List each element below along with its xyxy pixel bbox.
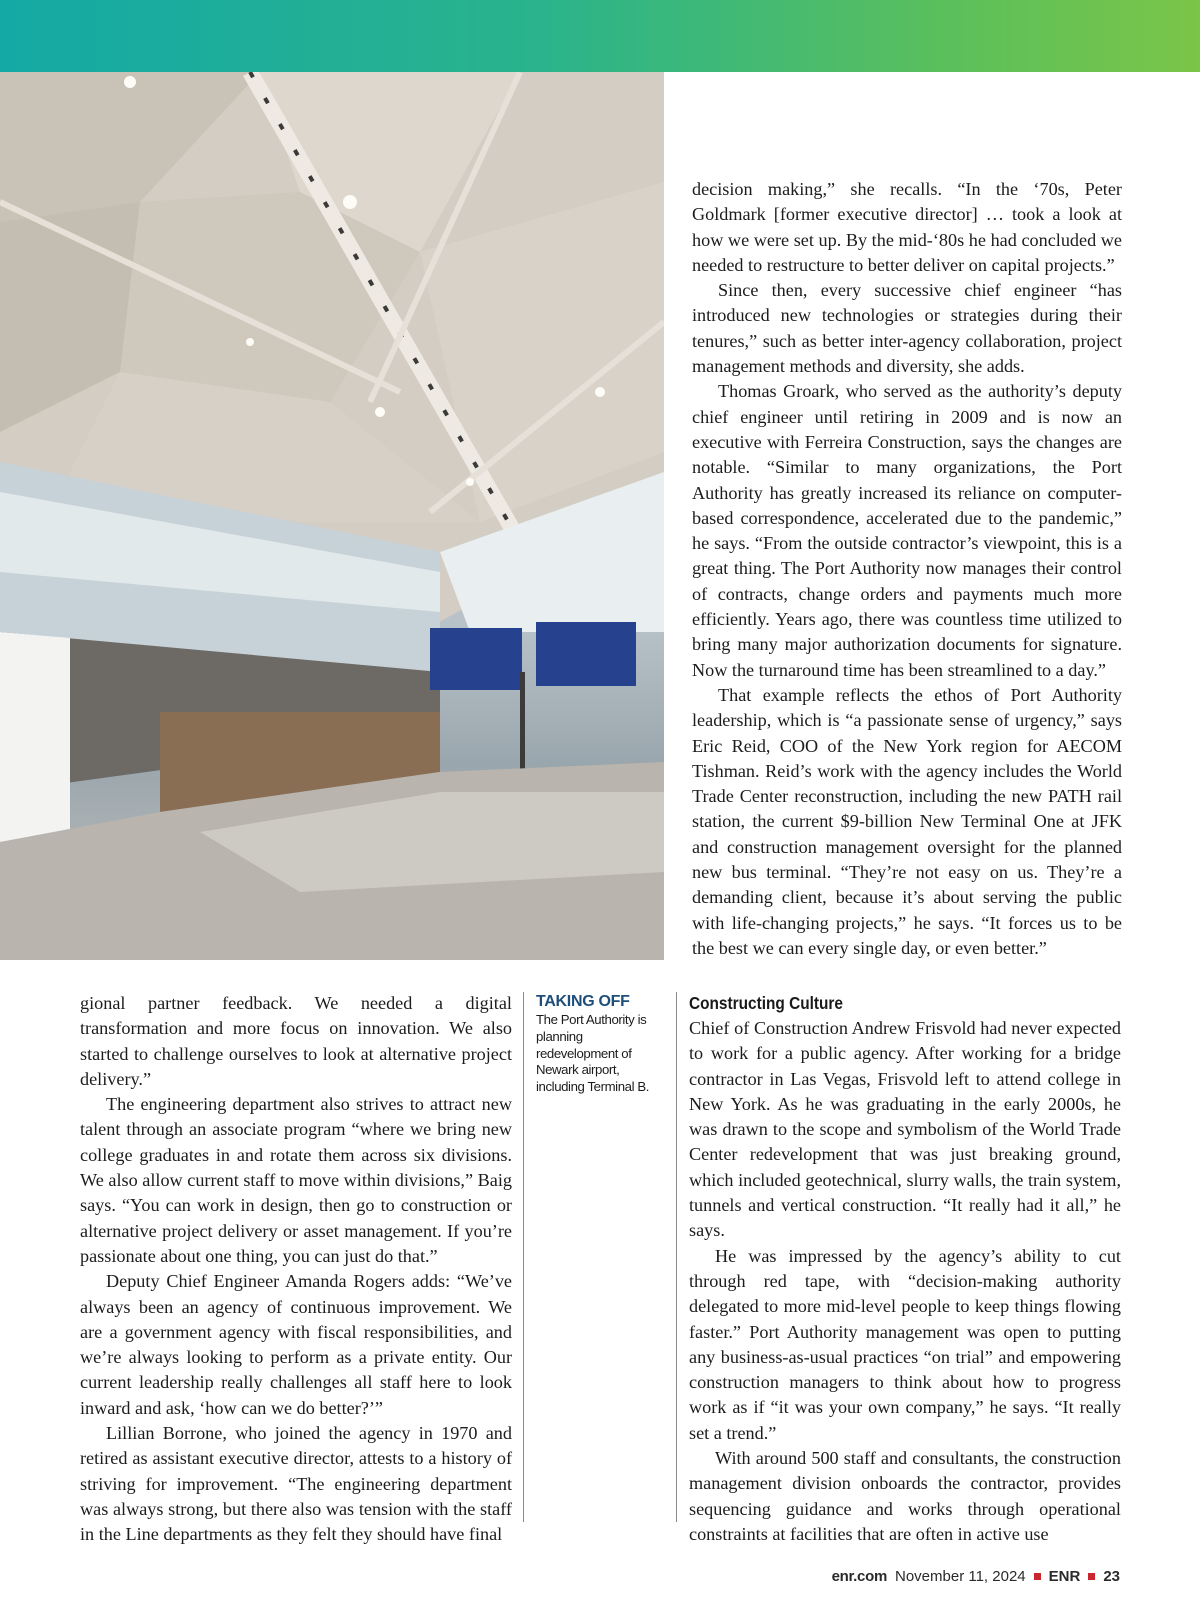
- caption-headline: TAKING OFF: [536, 993, 630, 1010]
- header-color-bar: [0, 0, 1200, 72]
- caption-body: The Port Authority is planning redevelopment of Newark airport, including Terminal B.: [536, 1012, 650, 1095]
- paragraph: Deputy Chief Engineer Amanda Rogers adds: “We’ve always been an agency of continuous improvement. We are a government agency with fiscal responsibilities, and we’re always looking to perform as a private entity. Our current leadership really challenges all staff here to look inward and ask, ‘how can we do better?’”: [80, 1271, 512, 1418]
- departures-screen-left: [430, 628, 522, 690]
- paragraph: The engineering department also strives to attract new talent through an associate program “where we bring new college graduates in and rotate them across six divisions. We also allow current staff to move within divisions,” Baig says. “You can work in design, then go to construction or alternative project delivery or asset management. If you’re passionate about one thing, you can just do that.”: [80, 1094, 512, 1266]
- article-column-right-top: [692, 177, 1122, 961]
- paragraph: Since then, every successive chief engineer “has introduced new technologies or strategies during their tenures,” such as better inter-agency collaboration, project management methods and diversity, she adds.: [692, 280, 1122, 377]
- section-subhead: Constructing Culture: [689, 993, 843, 1013]
- footer-date: November 11, 2024: [895, 1567, 1026, 1585]
- paragraph: That example reflects the ethos of Port Authority leadership, which is “a passionate sense of urgency,” says Eric Reid, COO of the New York region for AECOM Tishman. Reid’s work with the agency includes the World Trade Center reconstruction, including the new PATH rail station, the current $9-billion New Terminal One at JFK and construction management oversight for the planned new bus terminal. “They’re not easy on us. They’re a demanding client, because it’s about serving the public with life-changing projects,” he says. “It forces us to be the best we can every single day, or even better.”: [692, 684, 1122, 958]
- paragraph: He was impressed by the agency’s ability to cut through red tape, with “decision-making authority delegated to more mid-level people to keep things flowing faster.” Port Authority management was open to putting any business-as-usual practices “on trial” and empowering construction managers to think about how to progress work as if “it was your own company,” he says. “It really set a trend.”: [689, 1245, 1121, 1443]
- page-number: 23: [1103, 1567, 1120, 1585]
- page-footer: [832, 1565, 1120, 1587]
- paragraph: Chief of Construction Andrew Frisvold had never expected to work for a public agency. After working for a bridge contractor in Las Vegas, Frisvold left to attend college in New York. As he was graduating in the early 2000s, he was drawn to the scope and symbolism of the World Trade Center redevelopment that was just breaking ground, which included geotechnical, slurry walls, the train system, tunnels and vertical construction. “It really had it all,” he says.: [689, 1018, 1121, 1241]
- departures-screen-right: [536, 622, 636, 686]
- terminal-illustration: [0, 72, 664, 960]
- photo-caption: [536, 992, 662, 1096]
- footer-separator-icon: [1088, 1573, 1095, 1580]
- terminal-photo: [0, 72, 664, 960]
- article-column-right-bottom: [689, 991, 1121, 1547]
- paragraph: With around 500 staff and consultants, the construction management division onboards the contractor, provides sequencing guidance and works through operational constraints at facilities that are often in active use: [689, 1448, 1121, 1544]
- paragraph: decision making,” she recalls. “In the ‘70s, Peter Goldmark [former executive director] … took a look at how we were set up. By the mid-‘80s he had concluded we needed to restructure to better deliver on capital projects.”: [692, 179, 1122, 275]
- footer-brand: ENR: [1048, 1567, 1081, 1585]
- paragraph: Thomas Groark, who served as the authority’s deputy chief engineer until retiring in 2009 and is now an executive with Ferreira Construction, says the changes are notable. “Similar to many organizations, the Port Authority has greatly increased its reliance on computer-based correspondence, accelerated due to the pandemic,” he says. “From the outside contractor’s viewpoint, this is a great thing. The Port Authority now manages their control of contracts, change orders and payments much more efficiently. Years ago, there was countless time utilized to bring many major authorization documents for signature. Now the turnaround time has been streamlined to a day.”: [692, 381, 1122, 680]
- paragraph: gional partner feedback. We needed a digital transformation and more focus on innovation. We also started to challenge ourselves to look at alternative project delivery.”: [80, 993, 512, 1089]
- paragraph: Lillian Borrone, who joined the agency in 1970 and retired as assistant executive director, attests to a history of striving for improvement. “The engineering department was always strong, but there also was tension with the staff in the Line departments as they felt they should have final: [80, 1423, 512, 1545]
- footer-site: enr.com: [831, 1567, 887, 1585]
- article-column-left: [80, 991, 512, 1548]
- footer-separator-icon: [1034, 1573, 1041, 1580]
- column-divider-left: [523, 992, 524, 1522]
- column-divider-right: [676, 992, 677, 1522]
